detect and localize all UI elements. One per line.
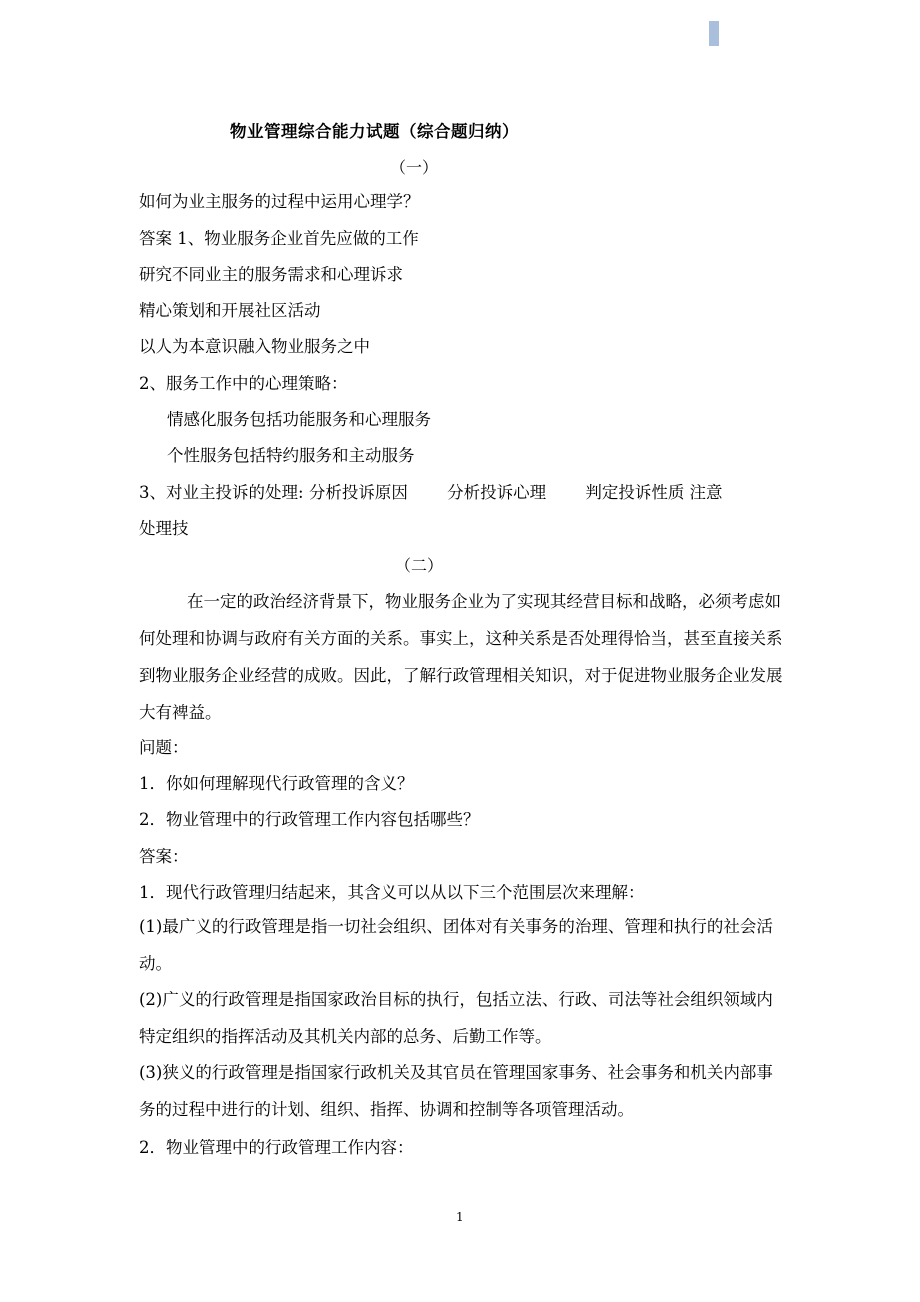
question-2-2: 2．物业管理中的行政管理工作内容包括哪些？	[139, 810, 480, 829]
page-number: 1	[456, 1210, 464, 1224]
answer-heading: 答案 1、物业服务企业首先应做的工作	[139, 229, 419, 248]
corner-marker	[709, 21, 719, 46]
answer-item-3: 以人为本意识融入物业服务之中	[139, 337, 370, 356]
answer-2-2: 2．物业管理中的行政管理工作内容：	[139, 1138, 414, 1157]
document-title: 物业管理综合能力试题（综合题归纳）	[230, 122, 519, 141]
complaint-part-3: 判定投诉性质 注意	[585, 483, 723, 502]
answer-2-1-3: (3)狭义的行政管理是指国家行政机关及其官员在管理国家事务、社会事务和机关内部事务的过程中进行的计划、组织、指挥、协调和控制等各项管理活动。	[139, 1063, 773, 1119]
answer-2-1: 1．现代行政管理归结起来，其含义可以从以下三个范围层次来理解：	[139, 883, 645, 902]
complaint-line	[139, 482, 723, 504]
complaint-label: 3、对业主投诉的处理:	[139, 483, 304, 502]
intro-paragraph: 在一定的政治经济背景下，物业服务企业为了实现其经营目标和战略，必须考虑如何处理和协调与政府有关方面的关系。事实上，这种关系是否处理得恰当，甚至直接关系到物业服务企业经营的成败。因此，了解行政管理相关知识，对于促进物业服务企业发展大有裨益。	[139, 592, 783, 722]
section-marker-1: （一）	[390, 158, 439, 177]
strategy-2: 个性服务包括特约服务和主动服务	[167, 446, 415, 465]
answer-item-1: 研究不同业主的服务需求和心理诉求	[139, 265, 403, 284]
question-2-1: 1．你如何理解现代行政管理的含义？	[139, 774, 414, 793]
answers-label: 答案：	[139, 847, 189, 866]
section-marker-2: （二）	[395, 556, 444, 575]
answer-2-1-2: (2)广义的行政管理是指国家政治目标的执行，包括立法、行政、司法等社会组织领域内特定组织的指挥活动及其机关内部的总务、后勤工作等。	[139, 990, 773, 1046]
complaint-tail: 处理技	[139, 519, 189, 538]
questions-label: 问题：	[139, 738, 189, 757]
strategy-1: 情感化服务包括功能服务和心理服务	[167, 410, 431, 429]
complaint-part-1: 分析投诉原因	[308, 483, 408, 502]
question-1: 如何为业主服务的过程中运用心理学？	[139, 192, 420, 211]
strategy-heading: 2、服务工作中的心理策略：	[139, 374, 348, 393]
answer-item-2: 精心策划和开展社区活动	[139, 301, 321, 320]
answer-2-1-1: (1)最广义的行政管理是指一切社会组织、团体对有关事务的治理、管理和执行的社会活动。	[139, 917, 773, 973]
complaint-part-2: 分析投诉心理	[447, 483, 547, 502]
